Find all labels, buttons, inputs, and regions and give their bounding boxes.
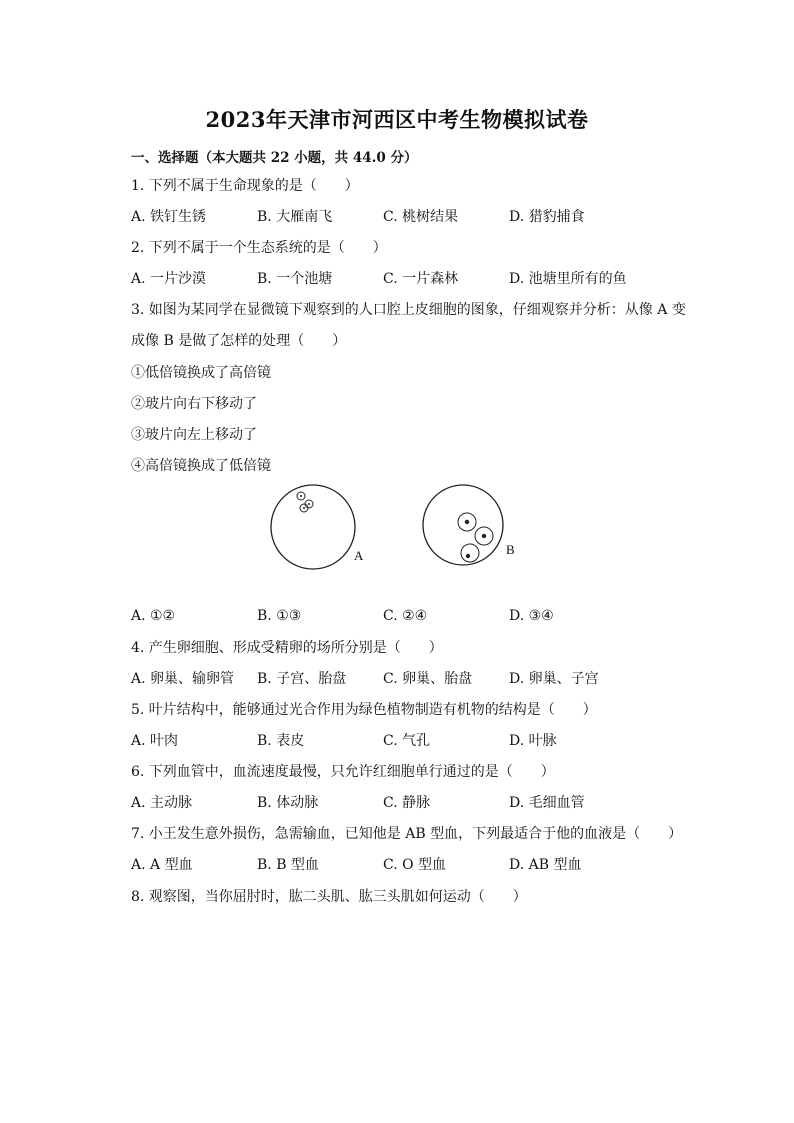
q5-option-b: B. 表皮 bbox=[257, 733, 305, 749]
microscope-views-svg bbox=[270, 484, 530, 584]
q3-item-2: ②玻片向右下移动了 bbox=[131, 396, 257, 412]
question-3-stem-line2: 成像 B 是做了怎样的处理（ ） bbox=[131, 333, 347, 349]
view-b-label: B bbox=[506, 542, 515, 557]
question-1-stem: 1. 下列不属于生命现象的是（ ） bbox=[131, 178, 359, 194]
q3-option-d: D. ③④ bbox=[509, 608, 554, 624]
question-7-stem: 7. 小王发生意外损伤，急需输血，已知他是 AB 型血，下列最适合于他的血液是（ ） bbox=[131, 826, 683, 842]
q4-option-d: D. 卵巢、子宫 bbox=[509, 671, 599, 687]
q7-option-c: C. O 型血 bbox=[383, 857, 447, 873]
q1-option-b: B. 大雁南飞 bbox=[257, 209, 333, 225]
view-a-nucleus bbox=[308, 503, 310, 505]
q1-option-d: D. 猎豹捕食 bbox=[509, 209, 585, 225]
section-heading: 一、选择题（本大题共 22 小题，共 44.0 分） bbox=[131, 150, 418, 166]
view-b-field bbox=[423, 485, 503, 565]
question-5-stem: 5. 叶片结构中，能够通过光合作用为绿色植物制造有机物的结构是（ ） bbox=[131, 702, 597, 718]
question-4-stem: 4. 产生卵细胞、形成受精卵的场所分别是（ ） bbox=[131, 640, 443, 656]
view-a-field bbox=[271, 485, 355, 569]
q3-option-b: B. ①③ bbox=[257, 608, 302, 624]
q2-option-b: B. 一个池塘 bbox=[257, 271, 333, 287]
q6-option-c: C. 静脉 bbox=[383, 795, 431, 811]
q4-option-a: A. 卵巢、输卵管 bbox=[131, 671, 235, 687]
question-8-stem: 8. 观察图，当你屈肘时，肱二头肌、肱三头肌如何运动（ ） bbox=[131, 889, 527, 905]
q1-option-a: A. 铁钉生锈 bbox=[131, 209, 207, 225]
microscope-figure bbox=[270, 484, 530, 584]
view-b-nucleus bbox=[482, 534, 486, 538]
q7-option-b: B. B 型血 bbox=[257, 857, 319, 873]
q4-option-c: C. 卵巢、胎盘 bbox=[383, 671, 473, 687]
exam-title: 2023年天津市河西区中考生物模拟试卷 bbox=[205, 107, 589, 132]
q7-option-a: A. A 型血 bbox=[131, 857, 193, 873]
q4-option-b: B. 子宫、胎盘 bbox=[257, 671, 347, 687]
q3-option-c: C. ②④ bbox=[383, 608, 428, 624]
view-a bbox=[271, 485, 364, 569]
view-b bbox=[423, 485, 515, 565]
q5-option-c: C. 气孔 bbox=[383, 733, 431, 749]
q2-option-d: D. 池塘里所有的鱼 bbox=[509, 271, 627, 287]
question-3-stem-line1: 3. 如图为某同学在显微镜下观察到的人口腔上皮细胞的图象，仔细观察并分析：从像 A 变 bbox=[131, 302, 686, 318]
q5-option-a: A. 叶肉 bbox=[131, 733, 179, 749]
q7-option-d: D. AB 型血 bbox=[509, 857, 582, 873]
q6-option-d: D. 毛细血管 bbox=[509, 795, 585, 811]
question-6-stem: 6. 下列血管中，血流速度最慢，只允许红细胞单行通过的是（ ） bbox=[131, 764, 555, 780]
q3-item-4: ④高倍镜换成了低倍镜 bbox=[131, 458, 271, 474]
q3-item-3: ③玻片向左上移动了 bbox=[131, 427, 257, 443]
q6-option-b: B. 体动脉 bbox=[257, 795, 319, 811]
view-b-nucleus bbox=[466, 554, 470, 558]
q3-option-a: A. ①② bbox=[131, 608, 176, 624]
view-a-nucleus bbox=[303, 507, 305, 509]
view-b-nucleus bbox=[465, 520, 469, 524]
q2-option-a: A. 一片沙漠 bbox=[131, 271, 207, 287]
q6-option-a: A. 主动脉 bbox=[131, 795, 193, 811]
question-2-stem: 2. 下列不属于一个生态系统的是（ ） bbox=[131, 240, 387, 256]
q5-option-d: D. 叶脉 bbox=[509, 733, 557, 749]
q1-option-c: C. 桃树结果 bbox=[383, 209, 459, 225]
view-a-label: A bbox=[354, 548, 364, 563]
view-a-nucleus bbox=[300, 495, 302, 497]
q2-option-c: C. 一片森林 bbox=[383, 271, 459, 287]
q3-item-1: ①低倍镜换成了高倍镜 bbox=[131, 365, 271, 381]
view-b-cell bbox=[461, 544, 479, 562]
